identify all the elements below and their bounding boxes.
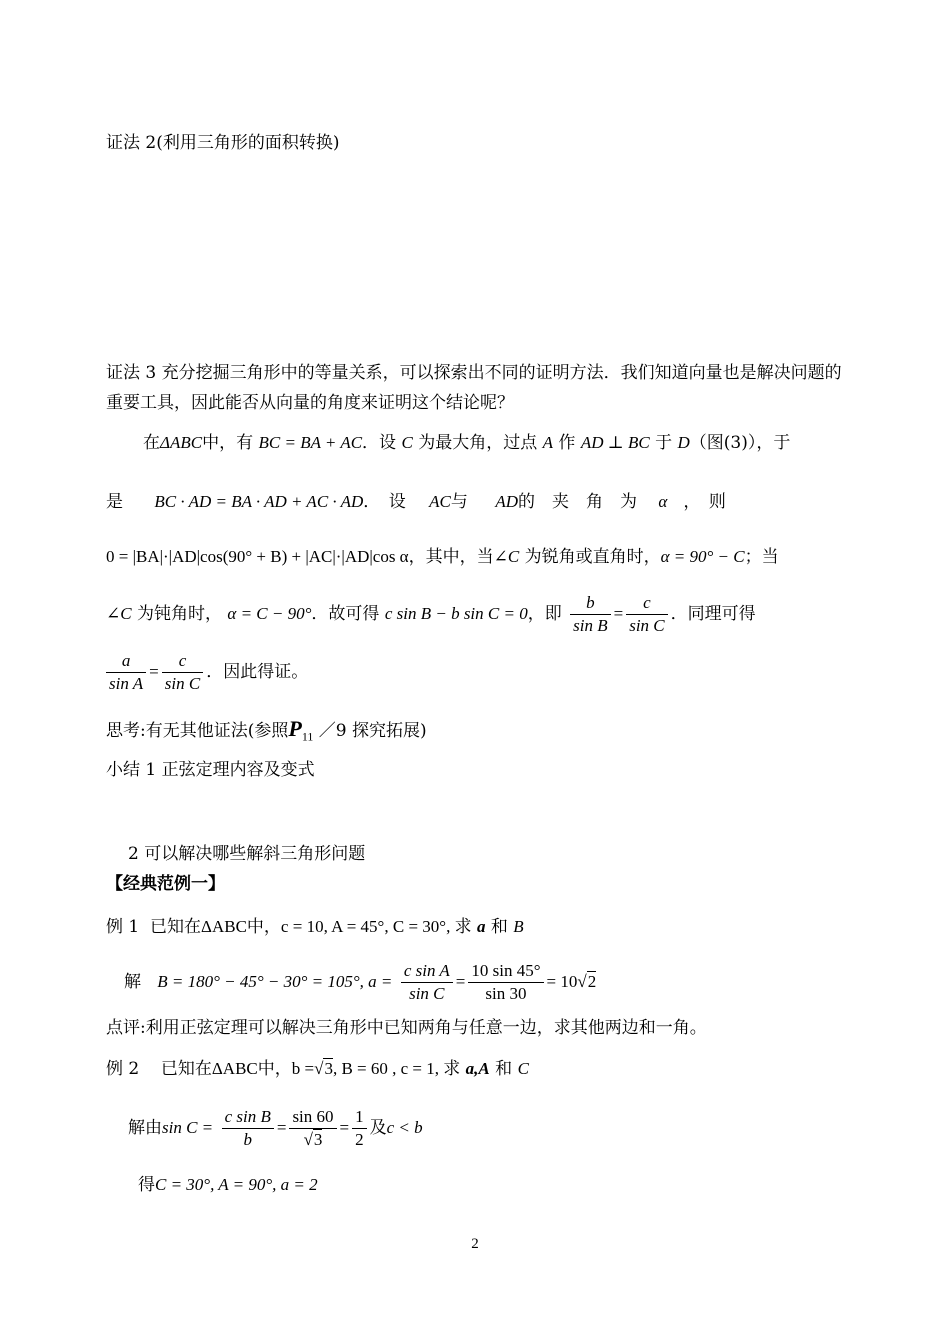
- denominator: sin C: [409, 984, 445, 1003]
- numerator: sin 60: [289, 1106, 336, 1129]
- example-label: 例 2: [106, 1059, 140, 1079]
- text: 和: [490, 917, 508, 937]
- proof3-line1: [143, 434, 790, 452]
- denominator: sin B: [573, 616, 608, 635]
- equals: =: [455, 972, 466, 991]
- equals: =: [339, 1118, 350, 1137]
- alpha-value: α = C − 90°: [227, 604, 312, 623]
- result: = 10: [546, 972, 578, 991]
- numerator: 10 sin 45°: [468, 960, 543, 983]
- numerator: a: [106, 650, 146, 673]
- text: 及: [369, 1118, 387, 1138]
- numerator: c: [162, 650, 203, 673]
- reference-page: P: [288, 716, 302, 741]
- fraction: [106, 650, 146, 695]
- math-var: C: [401, 433, 413, 452]
- numerator: c sin A: [401, 960, 453, 983]
- given: 已知在ΔABC中，b =: [160, 1059, 315, 1078]
- denominator: sin C: [629, 616, 665, 635]
- denominator: 2: [355, 1130, 364, 1149]
- equals: =: [149, 662, 159, 681]
- alpha-value: α = 90° − C: [660, 547, 745, 566]
- text: ． 设: [363, 492, 406, 512]
- text: ．故可得: [311, 604, 380, 624]
- equals: =: [613, 604, 624, 623]
- example2-statement: [106, 1060, 529, 1078]
- denominator: sin A: [109, 674, 144, 693]
- text: ， 则: [683, 492, 726, 512]
- proof3-line3: [106, 548, 779, 566]
- fraction: [352, 1106, 367, 1151]
- proof3-intro: 证法 3 充分挖掘三角形中的等量关系，可以探索出不同的证明方法．我们知道向量也是解决问题的重要工具，因此能否从向量的角度来证明这个结论呢？: [106, 363, 842, 413]
- proof3-line4: [106, 592, 756, 637]
- solution-label: 解: [124, 972, 141, 992]
- text: 在: [143, 433, 160, 453]
- denominator: sin C: [164, 674, 201, 693]
- text: ／9 探究拓展): [318, 721, 427, 741]
- text: 中，有: [202, 433, 254, 453]
- sqrt-sign: √: [314, 1059, 324, 1078]
- text: （图(3)），于: [689, 433, 791, 453]
- text: 为锐角或直角时，: [524, 547, 661, 567]
- fraction: [401, 960, 453, 1005]
- summary-line2: 2 可以解决哪些解斜三角形问题: [128, 844, 366, 864]
- math-var: A: [542, 433, 553, 452]
- sqrt-value: 3: [313, 1130, 323, 1149]
- text: ．设: [362, 433, 397, 453]
- example1-solution: [124, 960, 596, 1005]
- given: 已知在ΔABC中，c = 10, A = 45°, C = 30°, 求: [150, 917, 472, 936]
- equation: sin C =: [162, 1118, 214, 1137]
- fraction: [222, 1106, 274, 1151]
- dot-product-equation: BC · AD = BA · AD + AC · AD: [154, 492, 364, 511]
- fraction: [289, 1106, 336, 1151]
- denominator: √3: [303, 1130, 323, 1149]
- text: ，其中，当: [408, 547, 494, 567]
- denominator: b: [243, 1130, 252, 1149]
- unknown: a,A: [465, 1059, 490, 1078]
- unknown: C: [517, 1059, 529, 1078]
- text: ．因此得证。: [206, 662, 309, 682]
- example2-solution: [128, 1106, 423, 1151]
- proof3-line2: [106, 493, 726, 511]
- equation: B = 180° − 45° − 30° = 105°, a =: [157, 972, 393, 991]
- text: 得: [138, 1175, 155, 1195]
- numerator: c: [626, 592, 667, 615]
- math-var: AC: [429, 492, 451, 511]
- unknown: a: [476, 917, 486, 936]
- condition: c < b: [386, 1118, 423, 1137]
- cosine-equation: 0 = |BA|·|AD|cos(90° + B) + |AC|·|AD|cos α: [106, 547, 409, 566]
- reference-sub: 11: [301, 729, 314, 744]
- summary-line1: 小结 1 正弦定理内容及变式: [106, 760, 315, 780]
- sine-equation: c sin B − b sin C = 0: [384, 604, 528, 623]
- proof3-line5: [106, 650, 308, 695]
- text: 的 夹 角 为: [517, 492, 637, 512]
- angle-symbol: ∠C: [493, 547, 520, 566]
- text: 和: [495, 1059, 513, 1079]
- example-label: 例 1: [106, 917, 140, 937]
- think-line: [106, 718, 427, 742]
- fraction: [570, 592, 610, 637]
- text: 是: [106, 492, 123, 512]
- sqrt-value: 3: [324, 1059, 333, 1078]
- numerator: b: [570, 592, 610, 615]
- text: ，即: [527, 604, 562, 624]
- given: , B = 60 , c = 1, 求: [332, 1059, 461, 1078]
- sqrt-sign: √: [577, 972, 587, 991]
- triangle-symbol: ΔABC: [160, 433, 203, 452]
- equals: =: [276, 1118, 287, 1137]
- text: 为最大角，过点: [418, 433, 538, 453]
- result: C = 30°, A = 90°, a = 2: [155, 1175, 318, 1194]
- text: 作: [558, 433, 576, 453]
- text: 思考:有无其他证法(参照: [106, 721, 289, 741]
- comment: 点评:利用正弦定理可以解决三角形中已知两角与任意一边，求其他两边和一角。: [106, 1018, 707, 1038]
- fraction: [626, 592, 667, 637]
- fraction: [162, 650, 203, 695]
- text: ．同理可得: [670, 604, 756, 624]
- perp-expression: AD ⊥ BC: [580, 433, 650, 452]
- sqrt-value: 2: [587, 972, 597, 991]
- angle-symbol: ∠C: [106, 604, 132, 623]
- math-var: D: [677, 433, 690, 452]
- example2-result: [138, 1176, 318, 1194]
- section-title: 【经典范例一】: [106, 874, 225, 894]
- text: 与: [450, 492, 468, 512]
- fraction: [468, 960, 543, 1005]
- text: 于: [655, 433, 673, 453]
- math-var: AD: [495, 492, 518, 511]
- alpha-symbol: α: [658, 492, 668, 511]
- example1-statement: [106, 918, 524, 936]
- solution-label: 解由: [128, 1118, 162, 1138]
- vector-equation: BC = BA + AC: [258, 433, 363, 452]
- denominator: sin 30: [485, 984, 527, 1003]
- text: 为钝角时，: [137, 604, 222, 624]
- numerator: 1: [352, 1106, 367, 1129]
- page-number: 2: [471, 1236, 479, 1252]
- text: ；当: [744, 547, 779, 567]
- numerator: c sin B: [222, 1106, 274, 1129]
- unknown: B: [513, 917, 524, 936]
- proof2-heading: 证法 2(利用三角形的面积转换): [106, 133, 340, 153]
